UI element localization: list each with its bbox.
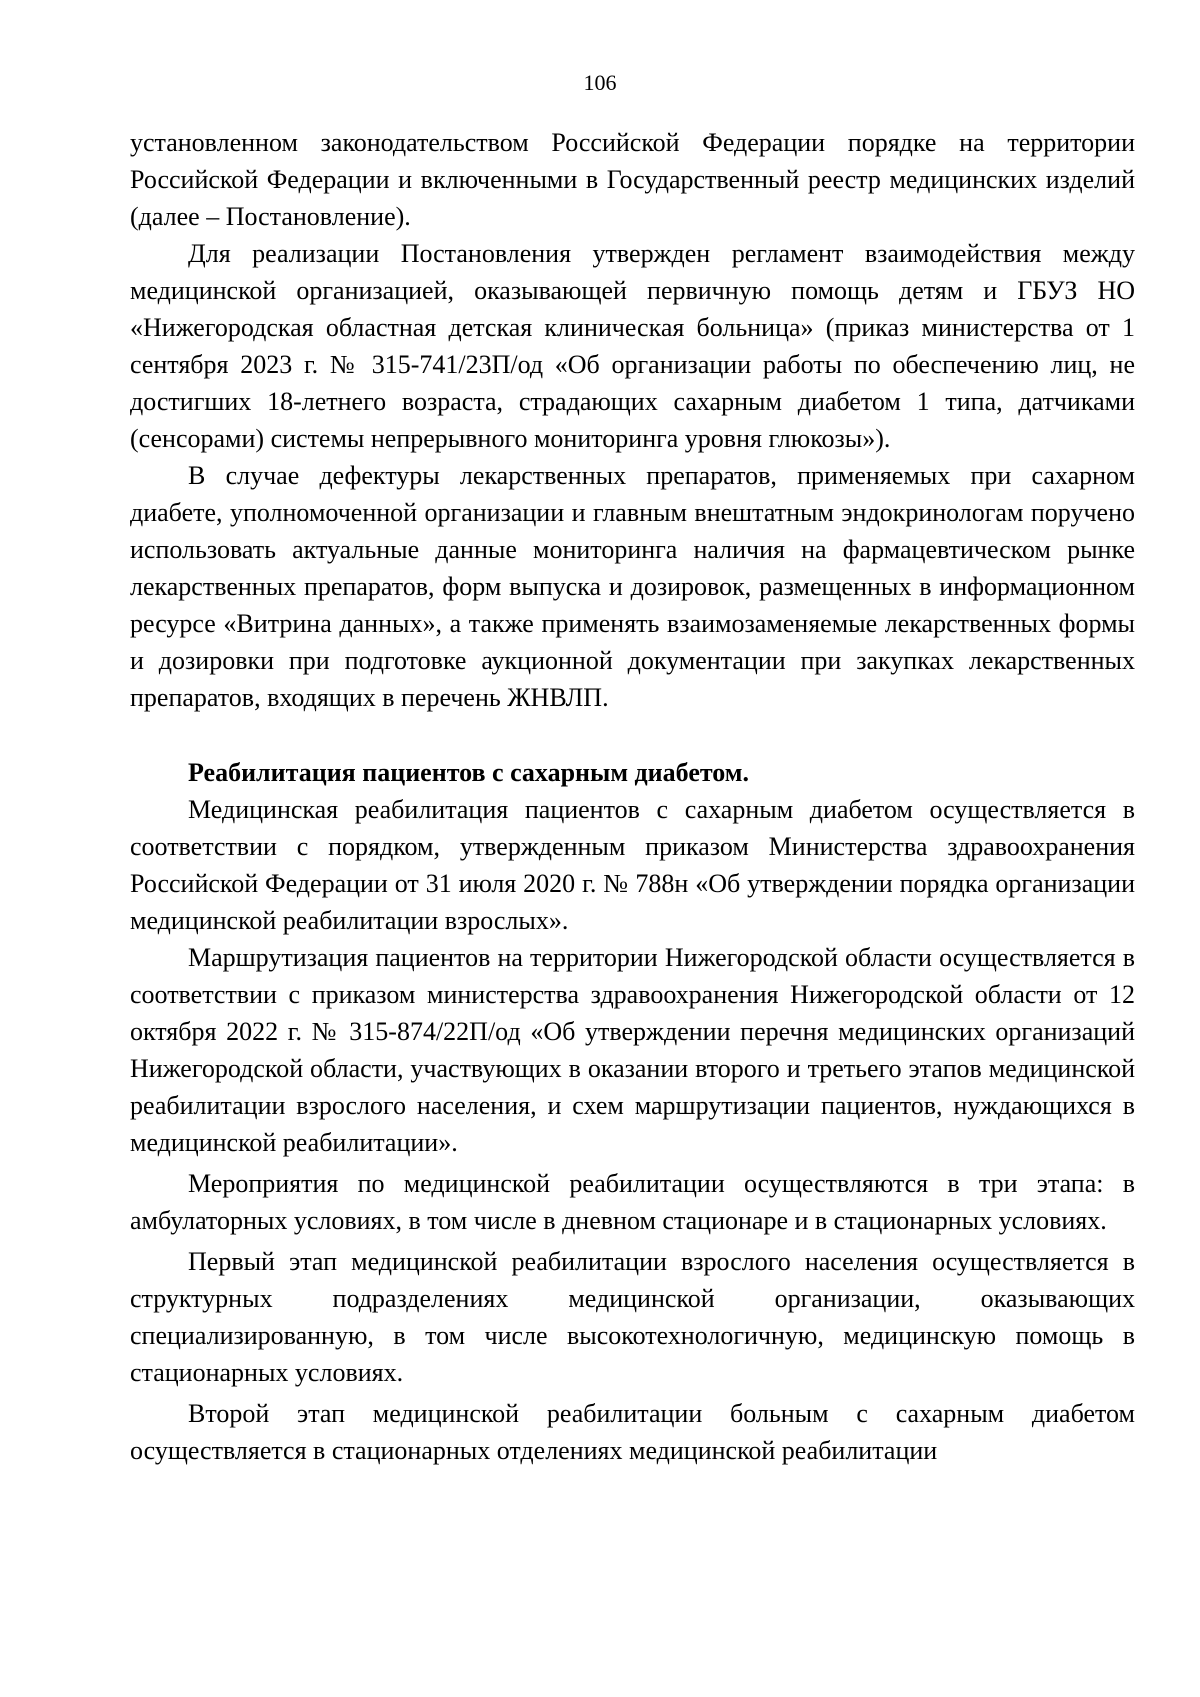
page-number: 106 bbox=[583, 70, 617, 95]
paragraph-first-stage: Первый этап медицинской реабилитации взрослого населения осуществляется в структурных подразделениях медицинской организации, оказывающих специализированную, в том числе высокотехнологичную, медицинскую помощь в стационарных условиях. bbox=[130, 1247, 1135, 1387]
paragraph-drug-shortage: В случае дефектуры лекарственных препаратов, применяемых при сахарном диабете, уполномоченной организации и главным внештатным эндокринологам поручено использовать актуальные данные мониторинга наличия на фармацевтическом рынке лекарственных препаратов, форм выпуска и дозировок, размещенных в информационном ресурсе «Витрина данных», а также применять взаимозаменяемые лекарственных формы и дозировки при подготовке аукционной документации при закупках лекарственных препаратов, входящих в перечень ЖНВЛП. bbox=[130, 461, 1135, 712]
paragraph-regulation: Для реализации Постановления утвержден регламент взаимодействия между медицинской организацией, оказывающей первичную помощь детям и ГБУЗ НО «Нижегородская областная детская клиническая больница» (приказ министерства от 1 сентября 2023 г. № 315-741/23П/од «Об организации работы по обеспечению лиц, не достигших 18-летнего возраста, страдающих сахарным диабетом 1 типа, датчиками (сенсорами) системы непрерывного мониторинга уровня глюкозы»). bbox=[130, 239, 1135, 453]
paragraph-rehabilitation-order: Медицинская реабилитация пациентов с сахарным диабетом осуществляется в соответствии с порядком, утвержденным приказом Министерства здравоохранения Российской Федерации от 31 июля 2020 г. № 788н «Об утверждении порядка организации медицинской реабилитации взрослых». bbox=[130, 795, 1135, 935]
paragraph-second-stage: Второй этап медицинской реабилитации больным с сахарным диабетом осуществляется в стационарных отделениях медицинской реабилитации bbox=[130, 1399, 1135, 1465]
paragraph-three-stages: Мероприятия по медицинской реабилитации осуществляются в три этапа: в амбулаторных условиях, в том числе в дневном стационаре и в стационарных условиях. bbox=[130, 1169, 1135, 1235]
document-body bbox=[130, 124, 1135, 1469]
paragraph-continuation: установленном законодательством Российской Федерации порядке на территории Российской Федерации и включенными в Государственный реестр медицинских изделий (далее – Постановление). bbox=[130, 128, 1135, 231]
section-heading: Реабилитация пациентов с сахарным диабетом. bbox=[188, 758, 750, 787]
paragraph-routing: Маршрутизация пациентов на территории Нижегородской области осуществляется в соответствии с приказом министерства здравоохранения Нижегородской области от 12 октября 2022 г. № 315-874/22П/од «Об утверждении перечня медицинских организаций Нижегородской области, участвующих в оказании второго и третьего этапов медицинской реабилитации взрослого населения, и схем маршрутизации пациентов, нуждающихся в медицинской реабилитации». bbox=[130, 943, 1135, 1157]
